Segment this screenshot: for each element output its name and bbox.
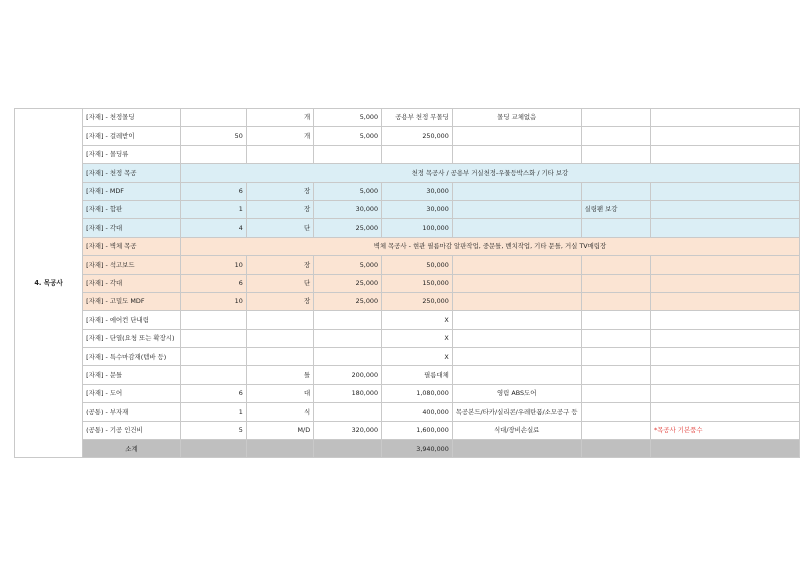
amount-cell: X bbox=[382, 348, 453, 366]
note-cell: 영림 ABS도어 bbox=[452, 384, 581, 402]
unit-price-cell: 5,000 bbox=[314, 256, 382, 274]
memo-cell bbox=[651, 403, 800, 421]
unit-price-cell: 200,000 bbox=[314, 366, 382, 384]
unit-price-cell: 25,000 bbox=[314, 292, 382, 310]
memo-cell bbox=[651, 292, 800, 310]
unit-cell: 틀 bbox=[246, 366, 313, 384]
item-name-cell: [자재] - 각대 bbox=[83, 219, 181, 237]
quantity-cell: 10 bbox=[180, 256, 246, 274]
note-cell: 목공본드/타카/실리콘/우레탄폼/소모공구 등 bbox=[452, 403, 581, 421]
remark-cell bbox=[581, 109, 650, 127]
quantity-cell: 10 bbox=[180, 292, 246, 310]
unit-price-cell bbox=[314, 329, 382, 347]
amount-cell: 250,000 bbox=[382, 127, 453, 145]
memo-cell bbox=[651, 219, 800, 237]
unit-price-cell: 5,000 bbox=[314, 182, 382, 200]
amount-cell: 250,000 bbox=[382, 292, 453, 310]
note-cell: 몰딩 교체없음 bbox=[452, 109, 581, 127]
amount-cell: 50,000 bbox=[382, 256, 453, 274]
note-cell bbox=[452, 256, 581, 274]
estimate-sheet bbox=[14, 108, 800, 458]
note-cell bbox=[452, 348, 581, 366]
note-cell bbox=[452, 366, 581, 384]
item-name-cell: [자재] - 고밀도 MDF bbox=[83, 292, 181, 310]
item-name-cell: [자재] - 각대 bbox=[83, 274, 181, 292]
remark-cell bbox=[581, 127, 650, 145]
amount-cell: 100,000 bbox=[382, 219, 453, 237]
empty-cell bbox=[314, 440, 382, 458]
remark-cell bbox=[581, 421, 650, 439]
quantity-cell: 5 bbox=[180, 421, 246, 439]
note-cell bbox=[452, 329, 581, 347]
amount-cell: 400,000 bbox=[382, 403, 453, 421]
memo-cell bbox=[651, 329, 800, 347]
memo-cell bbox=[651, 274, 800, 292]
amount-cell: 30,000 bbox=[382, 182, 453, 200]
remark-cell bbox=[581, 384, 650, 402]
note-cell bbox=[452, 145, 581, 163]
unit-price-cell bbox=[314, 403, 382, 421]
table-row bbox=[15, 421, 800, 439]
empty-cell bbox=[246, 440, 313, 458]
remark-cell bbox=[581, 292, 650, 310]
quantity-cell: 6 bbox=[180, 182, 246, 200]
empty-cell bbox=[581, 440, 650, 458]
note-cell bbox=[452, 200, 581, 218]
amount-cell: 공용부 천정 무몰딩 bbox=[382, 109, 453, 127]
memo-cell bbox=[651, 311, 800, 329]
note-cell bbox=[452, 292, 581, 310]
memo-cell: *목공사 기본품수 bbox=[651, 421, 800, 439]
remark-cell bbox=[581, 366, 650, 384]
unit-price-cell: 25,000 bbox=[314, 274, 382, 292]
quantity-cell: 1 bbox=[180, 403, 246, 421]
remark-cell bbox=[581, 145, 650, 163]
unit-price-cell: 5,000 bbox=[314, 127, 382, 145]
item-name-cell: [자재] - 석고보드 bbox=[83, 256, 181, 274]
note-cell bbox=[452, 219, 581, 237]
empty-cell bbox=[180, 440, 246, 458]
table-row bbox=[15, 384, 800, 402]
item-name-cell: [자재] - 합판 bbox=[83, 200, 181, 218]
table-row bbox=[15, 256, 800, 274]
amount-cell: 30,000 bbox=[382, 200, 453, 218]
item-name-cell: [자재] - 몰딩류 bbox=[83, 145, 181, 163]
unit-cell: 단 bbox=[246, 274, 313, 292]
amount-cell: X bbox=[382, 311, 453, 329]
unit-price-cell bbox=[314, 348, 382, 366]
note-cell bbox=[452, 182, 581, 200]
quantity-cell bbox=[180, 329, 246, 347]
memo-cell bbox=[651, 366, 800, 384]
remark-cell bbox=[581, 348, 650, 366]
table-row bbox=[15, 237, 800, 255]
unit-price-cell: 320,000 bbox=[314, 421, 382, 439]
unit-price-cell: 25,000 bbox=[314, 219, 382, 237]
merged-description-cell: 벽체 목공사 - 현관 필름마감 알판작업, 중문틀, 벤치작업, 기타 문틀, 거실 TV매립장 bbox=[180, 237, 799, 255]
memo-cell bbox=[651, 145, 800, 163]
amount-cell: 1,080,000 bbox=[382, 384, 453, 402]
table-row bbox=[15, 292, 800, 310]
quantity-cell bbox=[180, 145, 246, 163]
unit-cell: 개 bbox=[246, 127, 313, 145]
carpentry-cost-table bbox=[14, 108, 800, 458]
unit-cell: 장 bbox=[246, 200, 313, 218]
unit-price-cell: 5,000 bbox=[314, 109, 382, 127]
table-row bbox=[15, 403, 800, 421]
quantity-cell bbox=[180, 348, 246, 366]
memo-cell bbox=[651, 256, 800, 274]
unit-price-cell: 180,000 bbox=[314, 384, 382, 402]
table-row bbox=[15, 366, 800, 384]
quantity-cell: 6 bbox=[180, 274, 246, 292]
amount-cell: 1,600,000 bbox=[382, 421, 453, 439]
unit-cell: 식 bbox=[246, 403, 313, 421]
memo-cell bbox=[651, 200, 800, 218]
item-name-cell: [자재] - 천정 목공 bbox=[83, 164, 181, 182]
item-name-cell: [자재] - 에어컨 단내림 bbox=[83, 311, 181, 329]
item-name-cell: [자재] - 벽체 목공 bbox=[83, 237, 181, 255]
amount-cell bbox=[382, 145, 453, 163]
item-name-cell: [자재] - MDF bbox=[83, 182, 181, 200]
unit-price-cell: 30,000 bbox=[314, 200, 382, 218]
unit-cell: 단 bbox=[246, 219, 313, 237]
unit-cell: 장 bbox=[246, 292, 313, 310]
table-row bbox=[15, 182, 800, 200]
empty-cell bbox=[651, 440, 800, 458]
unit-price-cell bbox=[314, 311, 382, 329]
item-name-cell: [자재] - 천정몰딩 bbox=[83, 109, 181, 127]
note-cell: 식대/장비손실료 bbox=[452, 421, 581, 439]
table-row bbox=[15, 109, 800, 127]
table-row bbox=[15, 127, 800, 145]
unit-cell: 장 bbox=[246, 256, 313, 274]
quantity-cell: 6 bbox=[180, 384, 246, 402]
unit-cell bbox=[246, 329, 313, 347]
quantity-cell bbox=[180, 366, 246, 384]
unit-price-cell bbox=[314, 145, 382, 163]
unit-cell bbox=[246, 348, 313, 366]
unit-cell bbox=[246, 311, 313, 329]
unit-cell: M/D bbox=[246, 421, 313, 439]
quantity-cell: 1 bbox=[180, 200, 246, 218]
remark-cell bbox=[581, 256, 650, 274]
remark-cell: 실링팬 보강 bbox=[581, 200, 650, 218]
subtotal-amount: 3,940,000 bbox=[382, 440, 453, 458]
item-name-cell: [자재] - 걸레받이 bbox=[83, 127, 181, 145]
memo-cell bbox=[651, 182, 800, 200]
table-row bbox=[15, 164, 800, 182]
merged-description-cell: 천정 목공사 / 공용부 거실천정-우물등박스화 / 기타 보강 bbox=[180, 164, 799, 182]
table-row bbox=[15, 311, 800, 329]
unit-cell bbox=[246, 145, 313, 163]
unit-cell: 장 bbox=[246, 182, 313, 200]
item-name-cell: [자재] - 특수마감재(템바 등) bbox=[83, 348, 181, 366]
note-cell bbox=[452, 274, 581, 292]
item-name-cell: [자재] - 도어 bbox=[83, 384, 181, 402]
quantity-cell bbox=[180, 311, 246, 329]
note-cell bbox=[452, 311, 581, 329]
note-cell bbox=[452, 127, 581, 145]
item-name-cell: [자재] - 문틀 bbox=[83, 366, 181, 384]
unit-cell: 대 bbox=[246, 384, 313, 402]
table-row bbox=[15, 274, 800, 292]
unit-cell: 개 bbox=[246, 109, 313, 127]
memo-cell bbox=[651, 384, 800, 402]
table-row bbox=[15, 200, 800, 218]
table-row bbox=[15, 219, 800, 237]
table-row bbox=[15, 348, 800, 366]
remark-cell bbox=[581, 311, 650, 329]
remark-cell bbox=[581, 403, 650, 421]
quantity-cell bbox=[180, 109, 246, 127]
remark-cell bbox=[581, 182, 650, 200]
section-label: 4. 목공사 bbox=[15, 109, 83, 458]
memo-cell bbox=[651, 127, 800, 145]
amount-cell: X bbox=[382, 329, 453, 347]
remark-cell bbox=[581, 329, 650, 347]
table-row bbox=[15, 329, 800, 347]
amount-cell: 필름대체 bbox=[382, 366, 453, 384]
remark-cell bbox=[581, 274, 650, 292]
item-name-cell: (공통) - 부자재 bbox=[83, 403, 181, 421]
item-name-cell: [자재] - 단열(요청 또는 확장시) bbox=[83, 329, 181, 347]
empty-cell bbox=[452, 440, 581, 458]
quantity-cell: 50 bbox=[180, 127, 246, 145]
quantity-cell: 4 bbox=[180, 219, 246, 237]
memo-cell bbox=[651, 109, 800, 127]
subtotal-label: 소계 bbox=[83, 440, 181, 458]
subtotal-row bbox=[15, 440, 800, 458]
table-row bbox=[15, 145, 800, 163]
item-name-cell: (공통) - 기공 인건비 bbox=[83, 421, 181, 439]
remark-cell bbox=[581, 219, 650, 237]
memo-cell bbox=[651, 348, 800, 366]
amount-cell: 150,000 bbox=[382, 274, 453, 292]
